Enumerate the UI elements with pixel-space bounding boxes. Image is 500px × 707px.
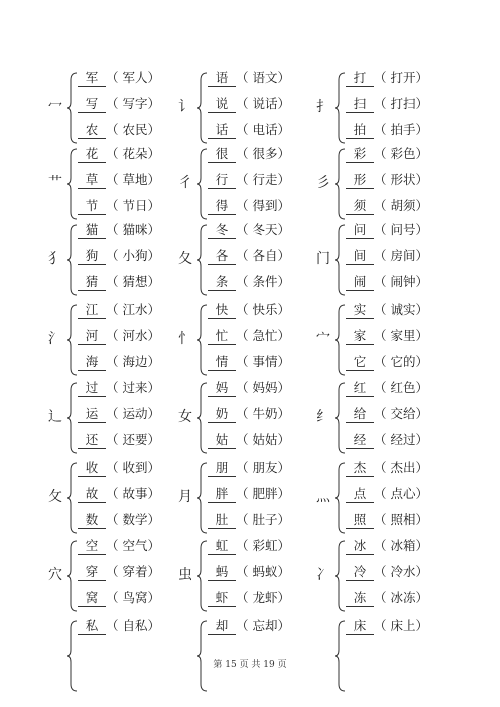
radical-group xyxy=(314,618,464,693)
character: 却 xyxy=(208,618,236,635)
word-entry xyxy=(208,618,290,636)
word-entry xyxy=(78,122,160,140)
example-word: （ 得到） xyxy=(236,198,290,213)
example-word: （ 运动） xyxy=(106,406,160,421)
character: 扫 xyxy=(346,96,374,113)
character: 语 xyxy=(208,70,236,87)
word-entry xyxy=(78,460,160,478)
character: 经 xyxy=(346,432,374,449)
character: 写 xyxy=(78,96,106,113)
character: 窝 xyxy=(78,590,106,607)
brace-icon xyxy=(196,382,208,454)
word-entry xyxy=(346,96,428,114)
example-word: （ 条件） xyxy=(236,274,290,289)
example-word: （ 诚实） xyxy=(374,302,428,317)
character: 虾 xyxy=(208,590,236,607)
character: 很 xyxy=(208,146,236,163)
word-entry xyxy=(78,198,160,216)
word-entry xyxy=(346,564,428,582)
character: 情 xyxy=(208,354,236,371)
character: 猜 xyxy=(78,274,106,291)
word-entry xyxy=(346,248,428,266)
character: 花 xyxy=(78,146,106,163)
example-word: （ 肥胖） xyxy=(236,486,290,501)
word-entry xyxy=(346,406,428,424)
brace-icon xyxy=(66,224,78,296)
radical-label: 冖 xyxy=(48,99,62,115)
brace-icon xyxy=(66,72,78,144)
radical-label: 宀 xyxy=(316,331,330,347)
word-entry xyxy=(208,198,290,216)
character: 海 xyxy=(78,354,106,371)
word-entry xyxy=(346,380,428,398)
character: 农 xyxy=(78,122,106,139)
character: 蚂 xyxy=(208,564,236,581)
radical-group xyxy=(46,146,196,221)
word-entry xyxy=(208,354,290,372)
radical-label: 纟 xyxy=(316,409,330,425)
example-word: （ 故事） xyxy=(106,486,160,501)
example-word: （ 说话） xyxy=(236,96,290,111)
example-word: （ 鸟窝） xyxy=(106,590,160,605)
character: 猫 xyxy=(78,222,106,239)
example-word: （ 猫咪） xyxy=(106,222,160,237)
word-entry xyxy=(346,486,428,504)
radical-label: 艹 xyxy=(48,175,62,191)
radical-label: 女 xyxy=(178,409,192,425)
character: 穿 xyxy=(78,564,106,581)
word-entry xyxy=(346,172,428,190)
example-word: （ 朋友） xyxy=(236,460,290,475)
radical-group xyxy=(176,538,326,613)
word-entry xyxy=(346,590,428,608)
example-word: （ 自私） xyxy=(106,618,160,633)
word-entry xyxy=(208,460,290,478)
word-entry xyxy=(78,70,160,88)
word-entry xyxy=(78,538,160,556)
brace-icon xyxy=(196,224,208,296)
character: 家 xyxy=(346,328,374,345)
brace-icon xyxy=(66,620,78,692)
character: 姑 xyxy=(208,432,236,449)
word-entry xyxy=(208,590,290,608)
radical-group xyxy=(176,302,326,377)
example-word: （ 闹钟） xyxy=(374,274,428,289)
character: 实 xyxy=(346,302,374,319)
character: 拍 xyxy=(346,122,374,139)
brace-icon xyxy=(196,620,208,692)
radical-group xyxy=(176,460,326,535)
radical-group xyxy=(314,302,464,377)
radical-group xyxy=(46,302,196,377)
example-word: （ 军人） xyxy=(106,70,160,85)
word-entry xyxy=(346,198,428,216)
brace-icon xyxy=(196,148,208,220)
radical-label: 穴 xyxy=(48,567,62,583)
example-word: （ 草地） xyxy=(106,172,160,187)
example-word: （ 农民） xyxy=(106,122,160,137)
character: 虹 xyxy=(208,538,236,555)
brace-icon xyxy=(334,620,346,692)
example-word: （ 姑姑） xyxy=(236,432,290,447)
character: 冷 xyxy=(346,564,374,581)
example-word: （ 床上） xyxy=(374,618,428,633)
radical-label: 犭 xyxy=(48,251,62,267)
example-word: （ 小狗） xyxy=(106,248,160,263)
word-entry xyxy=(208,328,290,346)
character: 数 xyxy=(78,512,106,529)
word-entry xyxy=(78,380,160,398)
character: 过 xyxy=(78,380,106,397)
character: 冰 xyxy=(346,538,374,555)
word-entry xyxy=(208,70,290,88)
example-word: （ 冰箱） xyxy=(374,538,428,553)
example-word: （ 问号） xyxy=(374,222,428,237)
character: 打 xyxy=(346,70,374,87)
character: 话 xyxy=(208,122,236,139)
example-word: （ 花朵） xyxy=(106,146,160,161)
character: 故 xyxy=(78,486,106,503)
radical-group xyxy=(176,70,326,145)
radical-group xyxy=(46,380,196,455)
radical-group xyxy=(314,538,464,613)
word-entry xyxy=(346,354,428,372)
character: 胖 xyxy=(208,486,236,503)
character: 间 xyxy=(346,248,374,265)
character: 私 xyxy=(78,618,106,635)
radical-label: 讠 xyxy=(178,99,192,115)
word-entry xyxy=(78,172,160,190)
radical-group xyxy=(46,460,196,535)
radical-label: 月 xyxy=(178,489,192,505)
page-footer: 第 15 页 共 19 页 xyxy=(213,660,287,670)
word-entry xyxy=(208,512,290,530)
character: 冬 xyxy=(208,222,236,239)
brace-icon xyxy=(334,382,346,454)
word-entry xyxy=(208,96,290,114)
word-entry xyxy=(208,222,290,240)
brace-icon xyxy=(334,462,346,534)
character: 草 xyxy=(78,172,106,189)
character: 条 xyxy=(208,274,236,291)
radical-group xyxy=(314,146,464,221)
word-entry xyxy=(208,302,290,320)
character: 空 xyxy=(78,538,106,555)
word-entry xyxy=(78,222,160,240)
character: 给 xyxy=(346,406,374,423)
word-entry xyxy=(78,512,160,530)
example-word: （ 打开） xyxy=(374,70,428,85)
brace-icon xyxy=(334,148,346,220)
example-word: （ 冷水） xyxy=(374,564,428,579)
example-word: （ 拍手） xyxy=(374,122,428,137)
character: 各 xyxy=(208,248,236,265)
example-word: （ 数学） xyxy=(106,512,160,527)
word-entry xyxy=(78,406,160,424)
example-word: （ 各自） xyxy=(236,248,290,263)
character: 它 xyxy=(346,354,374,371)
word-entry xyxy=(208,564,290,582)
example-word: （ 彩色） xyxy=(374,146,428,161)
radical-group xyxy=(314,70,464,145)
example-word: （ 江水） xyxy=(106,302,160,317)
brace-icon xyxy=(66,304,78,376)
word-entry xyxy=(208,146,290,164)
radical-group xyxy=(176,222,326,297)
radical-group xyxy=(46,70,196,145)
character: 妈 xyxy=(208,380,236,397)
brace-icon xyxy=(196,540,208,612)
example-word: （ 牛奶） xyxy=(236,406,290,421)
word-entry xyxy=(78,248,160,266)
word-entry xyxy=(346,460,428,478)
character: 运 xyxy=(78,406,106,423)
word-entry xyxy=(346,618,428,636)
radical-label: 彡 xyxy=(316,175,330,191)
character: 说 xyxy=(208,96,236,113)
character: 节 xyxy=(78,198,106,215)
example-word: （ 很多） xyxy=(236,146,290,161)
character: 杰 xyxy=(346,460,374,477)
character: 狗 xyxy=(78,248,106,265)
example-word: （ 河水） xyxy=(106,328,160,343)
word-entry xyxy=(78,302,160,320)
radical-label: 攵 xyxy=(48,489,62,505)
character: 忙 xyxy=(208,328,236,345)
word-entry xyxy=(78,354,160,372)
example-word: （ 快乐） xyxy=(236,302,290,317)
brace-icon xyxy=(196,462,208,534)
radical-group xyxy=(314,380,464,455)
word-entry xyxy=(208,172,290,190)
character: 得 xyxy=(208,198,236,215)
radical-group xyxy=(176,146,326,221)
word-entry xyxy=(346,512,428,530)
example-word: （ 打扫） xyxy=(374,96,428,111)
example-word: （ 蚂蚁） xyxy=(236,564,290,579)
word-entry xyxy=(208,432,290,450)
character: 闹 xyxy=(346,274,374,291)
example-word: （ 形状） xyxy=(374,172,428,187)
example-word: （ 交给） xyxy=(374,406,428,421)
word-entry xyxy=(346,222,428,240)
example-word: （ 语文） xyxy=(236,70,290,85)
character: 点 xyxy=(346,486,374,503)
brace-icon xyxy=(66,148,78,220)
character: 快 xyxy=(208,302,236,319)
example-word: （ 节日） xyxy=(106,198,160,213)
character: 彩 xyxy=(346,146,374,163)
radical-group xyxy=(46,538,196,613)
example-word: （ 忘却） xyxy=(236,618,290,633)
example-word: （ 妈妈） xyxy=(236,380,290,395)
word-entry xyxy=(346,274,428,292)
word-entry xyxy=(208,538,290,556)
word-entry xyxy=(208,486,290,504)
radical-label: 灬 xyxy=(316,489,330,505)
example-word: （ 空气） xyxy=(106,538,160,553)
radical-label: 冫 xyxy=(316,567,330,583)
character: 还 xyxy=(78,432,106,449)
example-word: （ 家里） xyxy=(374,328,428,343)
example-word: （ 杰出） xyxy=(374,460,428,475)
word-entry xyxy=(346,432,428,450)
radical-label: 门 xyxy=(316,251,330,267)
example-word: （ 彩虹） xyxy=(236,538,290,553)
character: 肚 xyxy=(208,512,236,529)
character: 形 xyxy=(346,172,374,189)
word-entry xyxy=(78,432,160,450)
radical-group xyxy=(46,222,196,297)
word-entry xyxy=(346,146,428,164)
example-word: （ 事情） xyxy=(236,354,290,369)
word-entry xyxy=(208,380,290,398)
example-word: （ 红色） xyxy=(374,380,428,395)
example-word: （ 冬天） xyxy=(236,222,290,237)
radical-group xyxy=(314,460,464,535)
word-entry xyxy=(208,248,290,266)
brace-icon xyxy=(66,540,78,612)
example-word: （ 电话） xyxy=(236,122,290,137)
example-word: （ 行走） xyxy=(236,172,290,187)
word-entry xyxy=(346,538,428,556)
brace-icon xyxy=(66,462,78,534)
character: 须 xyxy=(346,198,374,215)
radical-label: 辶 xyxy=(48,409,62,425)
brace-icon xyxy=(334,304,346,376)
word-entry xyxy=(346,328,428,346)
radical-label: 夂 xyxy=(178,251,192,267)
character: 朋 xyxy=(208,460,236,477)
example-word: （ 还要） xyxy=(106,432,160,447)
example-word: （ 写字） xyxy=(106,96,160,111)
word-entry xyxy=(208,274,290,292)
character: 问 xyxy=(346,222,374,239)
example-word: （ 猜想） xyxy=(106,274,160,289)
brace-icon xyxy=(334,540,346,612)
example-word: （ 急忙） xyxy=(236,328,290,343)
character: 照 xyxy=(346,512,374,529)
word-entry xyxy=(346,122,428,140)
word-entry xyxy=(78,590,160,608)
brace-icon xyxy=(196,304,208,376)
radical-group xyxy=(46,618,196,693)
character: 江 xyxy=(78,302,106,319)
word-entry xyxy=(78,486,160,504)
word-entry xyxy=(346,70,428,88)
radical-label: 虫 xyxy=(178,567,192,583)
example-word: （ 肚子） xyxy=(236,512,290,527)
example-word: （ 房间） xyxy=(374,248,428,263)
character: 奶 xyxy=(208,406,236,423)
word-entry xyxy=(78,564,160,582)
word-entry xyxy=(78,96,160,114)
radical-group xyxy=(176,618,326,693)
word-entry xyxy=(78,618,160,636)
example-word: （ 穿着） xyxy=(106,564,160,579)
radical-group xyxy=(314,222,464,297)
character: 床 xyxy=(346,618,374,635)
word-entry xyxy=(78,146,160,164)
example-word: （ 海边） xyxy=(106,354,160,369)
character: 红 xyxy=(346,380,374,397)
radical-group xyxy=(176,380,326,455)
brace-icon xyxy=(334,72,346,144)
example-word: （ 冰冻） xyxy=(374,590,428,605)
example-word: （ 它的） xyxy=(374,354,428,369)
brace-icon xyxy=(334,224,346,296)
word-entry xyxy=(208,406,290,424)
brace-icon xyxy=(196,72,208,144)
brace-icon xyxy=(66,382,78,454)
example-word: （ 照相） xyxy=(374,512,428,527)
character: 军 xyxy=(78,70,106,87)
word-entry xyxy=(208,122,290,140)
example-word: （ 胡须） xyxy=(374,198,428,213)
example-word: （ 龙虾） xyxy=(236,590,290,605)
word-entry xyxy=(346,302,428,320)
example-word: （ 点心） xyxy=(374,486,428,501)
example-word: （ 经过） xyxy=(374,432,428,447)
radical-label: 氵 xyxy=(48,331,62,347)
example-word: （ 过来） xyxy=(106,380,160,395)
word-entry xyxy=(78,328,160,346)
radical-label: 扌 xyxy=(316,99,330,115)
character: 河 xyxy=(78,328,106,345)
word-entry xyxy=(78,274,160,292)
character: 冻 xyxy=(346,590,374,607)
radical-label: 彳 xyxy=(178,175,192,191)
character: 行 xyxy=(208,172,236,189)
example-word: （ 收到） xyxy=(106,460,160,475)
character: 收 xyxy=(78,460,106,477)
radical-label: 忄 xyxy=(178,331,192,347)
